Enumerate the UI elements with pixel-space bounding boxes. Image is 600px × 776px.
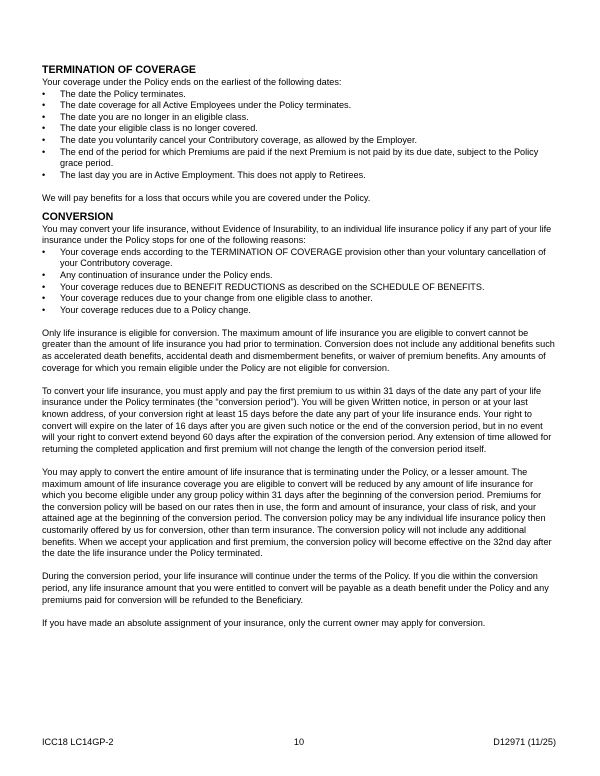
termination-closing: We will pay benefits for a loss that occurs while you are covered under the Policy.	[42, 192, 371, 203]
bullet-icon: •	[42, 146, 46, 157]
list-item: • The date the Policy terminates.	[42, 88, 186, 99]
list-item: • The date your eligible class is no longer covered.	[42, 123, 258, 134]
conversion-paragraph: During the conversion period, your life insurance will continue under the terms of the Policy. If you die within the conversion period, any life insurance amount that you were entitled to convert will be payable as a death benefit under the Policy and any premiums paid for conversion will be refunded to the Beneficiary.	[42, 571, 549, 605]
list-item: • Your coverage reduces due to a Policy change.	[42, 304, 251, 315]
bullet-icon: •	[42, 100, 46, 111]
conversion-paragraph: To convert your life insurance, you must apply and pay the first premium to us within 31 days of the date any part of your life insurance under the Policy terminates (the “conversion period”). You will be given Written notice, in person or at your last known address, of your conversion right at least 15 days before the date any part of your life insurance ends. Your right to convert will expire on the later of 16 days after you are given such notice or the end of the conversion period, but in no event will your right to convert extend beyond 60 days after the expiration of the conversion period. Any extension of time allowed for returning the completed application and first premium will not change the length of the conversion period itself.	[42, 385, 552, 454]
conversion-list	[42, 247, 556, 317]
bullet-icon: •	[42, 134, 46, 145]
conversion-paragraph: You may apply to convert the entire amount of life insurance that is terminating under the Policy, or a lesser amount. The maximum amount of life insurance coverage you are eligible to convert will be reduced by any amount of life insurance for which you become eligible under any group policy within 31 days after the beginning of the conversion period. Premiums for the conversion policy will be based on our rates then in use, the form and amount of insurance, your class of risk, and your attained age at the beginning of the conversion period. The conversion policy may be any individual life insurance policy then customarily offered by us for conversion, other than term insurance. The conversion policy will not include any additional benefits. When we accept your application and first premium, the conversion policy will become effective on the 32nd day after the date the life insurance under the Policy terminated.	[42, 467, 552, 559]
bullet-icon: •	[42, 111, 46, 122]
conversion-paragraph: If you have made an absolute assignment of your insurance, only the current owner may apply for conversion.	[42, 617, 486, 628]
termination-heading: TERMINATION OF COVERAGE	[42, 64, 197, 76]
list-item: • The date you are no longer in an eligible class.	[42, 111, 249, 122]
list-item: • Your coverage reduces due to your change from one eligible class to another.	[42, 293, 373, 304]
list-item: • The date coverage for all Active Employees under the Policy terminates.	[42, 100, 352, 111]
bullet-icon: •	[42, 281, 46, 292]
conversion-paragraph: Only life insurance is eligible for conversion. The maximum amount of life insurance you are eligible to convert cannot be greater than the amount of life insurance you had prior to termination. Conversion does not include any additional benefits such as accelerated death benefits, accidental death and dismemberment benefits, or waiver of premium benefits. Any amounts of coverage for which you remain eligible under the Policy are not eligible for conversion.	[42, 327, 555, 373]
conversion-intro: You may convert your life insurance, without Evidence of Insurability, to an individual life insurance policy if any part of your life insurance under the Policy stops for one of the following reasons:	[42, 223, 552, 246]
bullet-icon: •	[42, 293, 46, 304]
bullet-icon: •	[42, 169, 46, 180]
page-number: 10	[293, 737, 305, 747]
list-item: • Your coverage ends according to the TERMINATION OF COVERAGE provision other than your voluntary cancellation of your Contributory coverage.	[42, 246, 546, 269]
document-page	[42, 64, 556, 629]
termination-list	[42, 89, 556, 182]
bullet-icon: •	[42, 88, 46, 99]
document-code: D12971 (11/25)	[493, 737, 556, 747]
bullet-icon: •	[42, 123, 46, 134]
list-item: • Your coverage reduces due to BENEFIT REDUCTIONS as described on the SCHEDULE OF BENEFITS.	[42, 281, 485, 292]
list-item: • The date you voluntarily cancel your Contributory coverage, as allowed by the Employer.	[42, 134, 418, 145]
form-number: ICC18 LC14GP-2	[42, 737, 114, 747]
bullet-icon: •	[42, 246, 46, 257]
bullet-icon: •	[42, 304, 46, 315]
list-item: • The last day you are in Active Employment. This does not apply to Retirees.	[42, 169, 366, 180]
list-item: • Any continuation of insurance under the Policy ends.	[42, 269, 273, 280]
bullet-icon: •	[42, 269, 46, 280]
conversion-heading: CONVERSION	[42, 210, 114, 223]
list-item: • The end of the period for which Premiums are paid if the next Premium is not paid by its due date, subject to the Policy grace period.	[42, 146, 539, 169]
termination-intro: Your coverage under the Policy ends on the earliest of the following dates:	[42, 77, 342, 87]
